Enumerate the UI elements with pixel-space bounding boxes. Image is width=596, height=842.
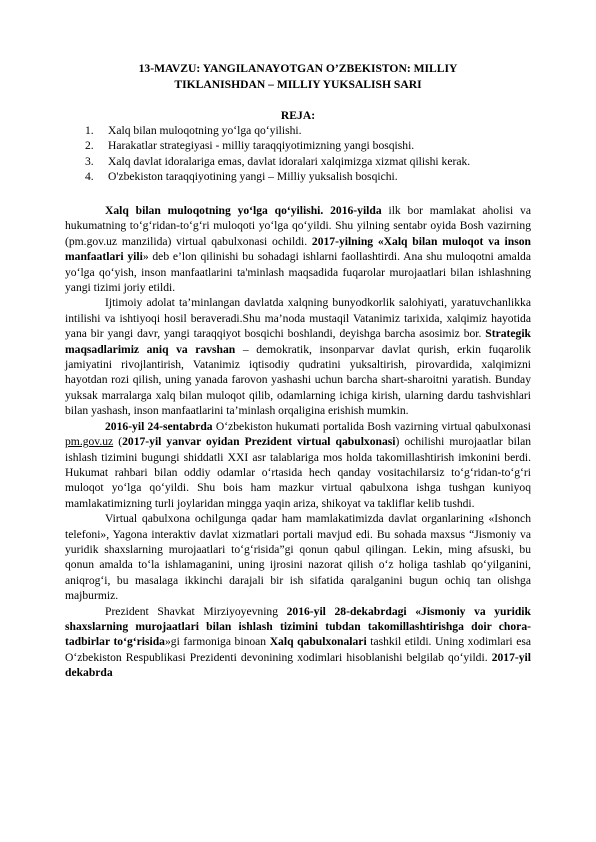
plan-item-number: 3. [85, 154, 94, 168]
bold-text: 2016-yil 28-dekabrdagi «Jismoniy va yuridik shaxslarning murojaatlari bilan ishlash tizimini tubdan takomillashtirishga doir chora-tadbirlar to‘g‘risida [65, 604, 531, 649]
bold-text: 2017-yil yanvar oyidan Prezident virtual qabulxonasi [122, 435, 396, 449]
bold-text: 2017-yilning «Xalq bilan muloqot va inson manfaatlari yili [65, 234, 531, 264]
title-line-2: TIKLANISHDAN – MILLIY YUKSALISH SARI [174, 77, 422, 91]
plan-item [85, 123, 520, 138]
page-title [90, 61, 506, 92]
text-span: Virtual qabulxona ochilgunga qadar ham mamlakatimizda davlat organlarining «Ishonch telefoni», Yagona interaktiv davlat xizmatlari portali mavjud edi. Bu sohada maxsus “Jismoniy va yuridik shaxslarning murojaatlari to‘g‘risida”gi qonun qabul qilingan. Lekin, ming afsuski, bu qonun amalda to‘la ishlamaganini, uning ijrosini nazorat qilish o‘z holiga tashlab qo‘yilganini, aniqrog‘i, bu masalaga ikkinchi darajali bir ish sifatida qaralganini bugun ochiq tan olishga majburmiz. [65, 512, 531, 603]
text-span: O‘zbekiston hukumati portalida Bosh vazirning virtual qabulxonasi [212, 419, 531, 433]
text-span: » deb e’lon qilinishi bu sohadagi ishlarni faollashtirdi. Ana shu muloqotni amalda yo‘lga qo‘yish, inson manfaatlarini ta'minlash maqsadida fuqarolar murojaatlari bilan ishlashning yangi tizimi joriy etildi. [65, 250, 531, 295]
text-span: »gi farmoniga binoan [164, 635, 270, 649]
title-line-1: 13-MAVZU: YANGILANAYOTGAN O’ZBEKISTON: MILLIY [138, 62, 458, 75]
text-span: ) ochilishi murojaatlar bilan ishlash tizimini bugungi shiddatli XXI asr talablariga mos holda takomillashtirish imkonini berdi. Hukumat rahbari bilan oddiy odamlar o‘rtasida hech qanday vositachilarsiz to‘g‘ridan-to‘g‘ri muloqot yo‘lga qo‘yildi. Shu bois ham mazkur virtual qabulxona ishga tushgan kuniyoq mamlakatimizning turli joylaridan mingga yaqin ariza, shikoyat va takliflar kelib tushdi. [65, 435, 532, 510]
body-text [65, 203, 531, 681]
text-span: ilk bor mamlakat aholisi va hukumatning to‘g‘ridan-to‘g‘ri muloqoti yo‘lga qo‘yildi. Shu yilning sentabr oyida Bosh vazirning (pm.gov.uz manzilida) virtual qabulxonasi ochildi. [65, 204, 531, 248]
plan-heading: REJA: [280, 109, 316, 122]
bold-text: Xalq bilan muloqotning yo‘lga qo‘yilishi. 2016-yilda [105, 204, 382, 217]
plan-item-number: 1. [85, 124, 94, 137]
paragraph [65, 295, 531, 418]
plan-item-number: 2. [85, 139, 94, 153]
bold-text: 2016-yil 24-sentabrda [105, 419, 213, 433]
paragraph [65, 604, 531, 681]
plan-item [85, 154, 520, 169]
plan-list [85, 123, 520, 185]
paragraph [65, 203, 531, 295]
text-span: – demokratik, insonparvar davlat qurish, erkin fuqarolik jamiyatini rivojlantirish, Vatanimiz iqtisodiy qudratini yuksaltirish, pirovardida, xalqimizni hayotdan rozi qilish, uning yanada farovon yashashi uchun barcha shart-sharoitni yaratish. Bunday yuksak marralarga xalq bilan muloqot qilib, odamlarning ichiga kirish, ularning dardu tashvishlari bilan yashash, inson manfaatlarini ta’minlash orqaligina erishish mumkin. [65, 342, 532, 418]
paragraph [65, 511, 531, 603]
bold-text: Strategik maqsadlarimiz aniq va ravshan [65, 327, 531, 356]
website-link[interactable]: pm.gov.uz [65, 435, 114, 449]
paragraph [65, 419, 531, 511]
bold-text: Xalq qabulxonalari [269, 635, 367, 649]
plan-item [85, 169, 520, 184]
plan-item [85, 138, 520, 153]
plan-item-text: Xalq davlat idoralariga emas, davlat idoralari xalqimizga xizmat qilishi kerak. [108, 154, 471, 168]
bold-text: 2017-yil dekabrda [65, 650, 531, 680]
plan-item-text: O'zbekiston taraqqiyotining yangi – Milliy yuksalish bosqichi. [108, 170, 398, 184]
text-span: tashkil etildi. Uning xodimlari esa O‘zbekiston Respublikasi Prezidenti devonining xodimlari hisoblanishi belgilab qo‘yildi. [65, 635, 532, 664]
plan-item-text: Harakatlar strategiyasi - milliy taraqqiyotimizning yangi bosqishi. [108, 139, 415, 153]
plan-item-text: Xalq bilan muloqotning yo‘lga qo‘yilishi. [108, 124, 302, 137]
text-span: Ijtimoiy adolat ta’minlangan davlatda xalqning bunyodkorlik salohiyati, yaratuvchanlikka intilishi va ishtiyoqi hosil beraveradi.Shu ma’noda mustaqil Vatanimiz tarixida, xalqimiz hayotida yana bir yangi davr, yangi taraqqiyot bosqichi boshlandi, deyishga barcha asosimiz bor. [65, 296, 531, 341]
text-span: Prezident Shavkat Mirziyoyevning [105, 604, 287, 618]
plan-item-number: 4. [85, 170, 94, 184]
text-span: ( [113, 435, 123, 449]
